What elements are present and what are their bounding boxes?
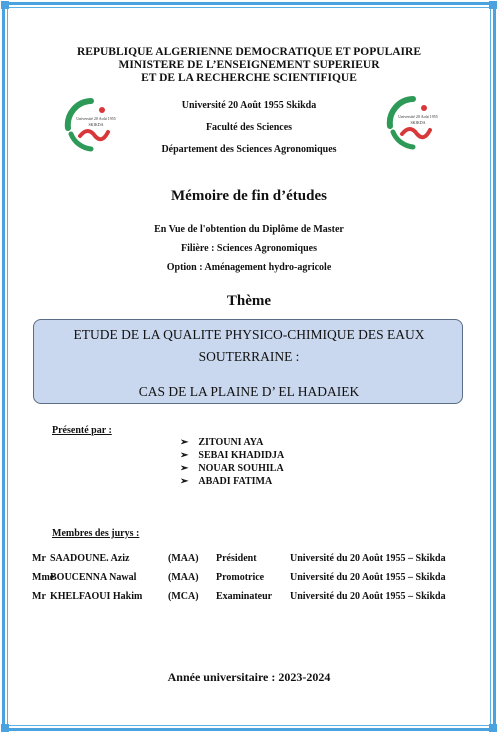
memoire-title: Mémoire de fin d’études <box>171 188 327 204</box>
jury-institution: Université du 20 Août 1955 – Skikda <box>290 553 446 564</box>
academic-year: Année universitaire : 2023-2024 <box>167 670 331 684</box>
jury-role: Promotrice <box>216 572 265 583</box>
presenter-item: ➢ SEBAI KHADIDJA <box>180 450 285 461</box>
jury-title: Mme <box>32 572 55 583</box>
arrow-icon: ➢ <box>180 450 189 461</box>
presenter-item: ➢ NOUAR SOUHILA <box>180 463 284 474</box>
jury-institution: Université du 20 Août 1955 – Skikda <box>290 572 446 583</box>
jury-grade: (MCA) <box>168 591 199 602</box>
jury-grade: (MAA) <box>168 572 199 583</box>
svg-text:Université 20 Août 1955: Université 20 Août 1955 <box>76 116 116 121</box>
diploma-goal: En Vue de l'obtention du Diplôme de Master <box>154 224 344 235</box>
theme-title-line-1: ETUDE DE LA QUALITE PHYSICO-CHIMIQUE DES EAUX <box>73 327 425 342</box>
university-name: Université 20 Août 1955 Skikda <box>181 100 317 111</box>
svg-text:SKIKDA: SKIKDA <box>410 120 426 125</box>
jury-institution: Université du 20 Août 1955 – Skikda <box>290 591 446 602</box>
jury-title: Mr <box>32 553 46 564</box>
faculty-name: Faculté des Sciences <box>205 122 293 133</box>
header-ministry: MINISTERE DE L’ENSEIGNEMENT SUPERIEUR <box>118 59 380 71</box>
theme-subtitle: CAS DE LA PLAINE D’ EL HADAIEK <box>138 384 360 399</box>
theme-title-line-2: SOUTERRAINE : <box>198 349 300 364</box>
corner-ornament <box>489 724 497 732</box>
jury-name: BOUCENNA Nawal <box>50 572 137 583</box>
presenter-item: ➢ ZITOUNI AYA <box>180 437 264 448</box>
jury-label: Membres des jurys : <box>52 528 140 539</box>
theme-label: Thème <box>226 293 272 309</box>
svg-text:Université 20 Août 1955: Université 20 Août 1955 <box>398 114 438 119</box>
jury-name: SAADOUNE. Aziz <box>50 553 130 564</box>
arrow-icon: ➢ <box>180 463 189 474</box>
jury-role: Président <box>216 553 257 564</box>
presenters-label: Présenté par : <box>52 425 112 436</box>
filiere: Filière : Sciences Agronomiques <box>180 243 317 254</box>
presenter-item: ➢ ABADI FATIMA <box>180 476 273 487</box>
department-name: Département des Sciences Agronomiques <box>161 144 337 155</box>
jury-name: KHELFAOUI Hakim <box>50 591 143 602</box>
header-research: ET DE LA RECHERCHE SCIENTIFIQUE <box>141 72 357 84</box>
corner-ornament <box>489 1 497 9</box>
jury-title: Mr <box>32 591 46 602</box>
corner-ornament <box>1 724 9 732</box>
header-republic: REPUBLIQUE ALGERIENNE DEMOCRATIQUE ET POPULAIRE <box>77 46 421 58</box>
option: Option : Aménagement hydro-agricole <box>166 262 332 273</box>
corner-ornament <box>1 1 9 9</box>
svg-text:SKIKDA: SKIKDA <box>88 122 104 127</box>
jury-grade: (MAA) <box>168 553 199 564</box>
arrow-icon: ➢ <box>180 476 189 487</box>
jury-role: Examinateur <box>216 591 273 602</box>
arrow-icon: ➢ <box>180 437 189 448</box>
theme-box <box>33 319 463 404</box>
